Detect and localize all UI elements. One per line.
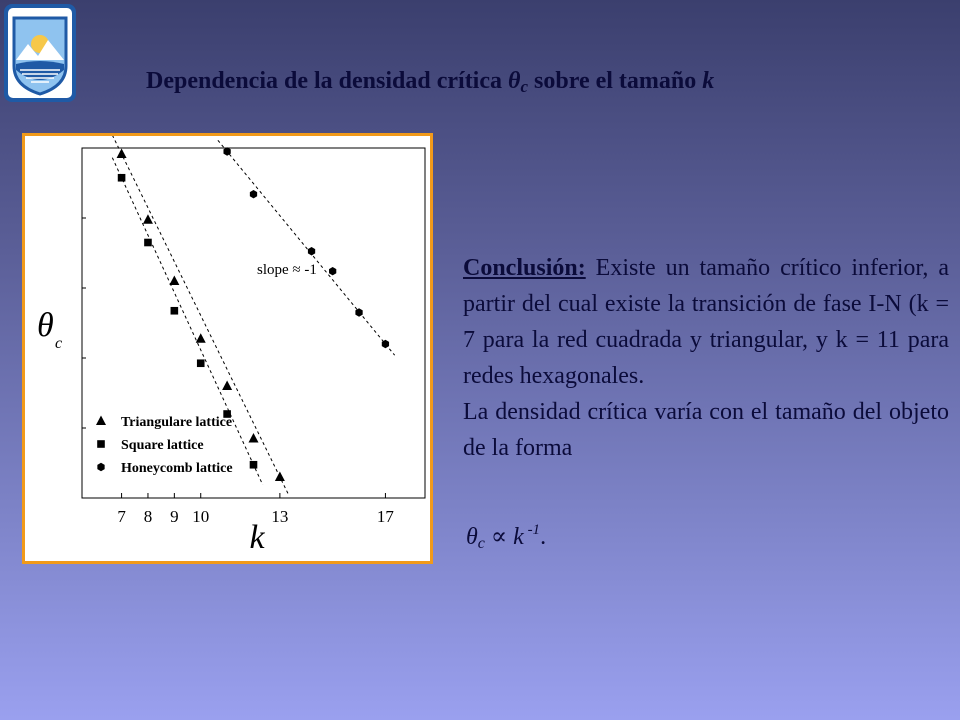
formula-variable: k <box>513 524 524 550</box>
title-suffix: sobre el tamaño <box>528 68 703 94</box>
page-title <box>146 68 936 97</box>
data-point-hexagon <box>308 247 315 255</box>
formula-exponent: -1 <box>523 522 541 538</box>
legend-label: Honeycomb lattice <box>121 461 233 476</box>
title-theta-subscript: c <box>520 77 529 96</box>
data-point-triangle <box>143 214 153 224</box>
conclusion-paragraph <box>463 250 949 394</box>
conclusion-paragraph-2: La densidad crítica varía con el tamaño del objeto de la forma <box>463 399 949 461</box>
series-fit-line <box>112 158 262 485</box>
slope-annotation: slope ≈ -1 <box>257 262 317 278</box>
y-axis-label-subscript: c <box>55 335 63 352</box>
title-theta-symbol: θ <box>508 68 521 94</box>
series-fit-line <box>218 140 395 355</box>
university-logo <box>4 4 76 102</box>
critical-density-chart <box>25 136 430 561</box>
title-prefix: Dependencia de la densidad crítica <box>146 68 509 94</box>
data-point-square <box>171 307 179 315</box>
formula-subscript: c <box>477 535 485 552</box>
scaling-formula <box>466 522 546 553</box>
x-tick-label: 17 <box>376 507 394 526</box>
legend-label: Triangulare lattice <box>121 415 233 430</box>
formula-relation: ∝ <box>484 524 514 550</box>
data-point-triangle <box>196 333 206 343</box>
conclusion-text <box>463 250 949 466</box>
formula-end: . <box>540 524 547 550</box>
data-point-hexagon <box>329 267 336 275</box>
x-tick-label: 9 <box>170 507 179 526</box>
data-point-triangle <box>222 381 232 391</box>
data-point-triangle <box>117 148 127 158</box>
data-point-square <box>144 239 152 247</box>
data-point-triangle <box>169 276 179 286</box>
data-point-square <box>197 359 205 367</box>
x-tick-label: 10 <box>192 507 210 526</box>
x-tick-label: 8 <box>143 507 153 526</box>
data-point-square <box>118 174 126 182</box>
data-point-hexagon <box>250 190 257 198</box>
x-tick-label: 13 <box>271 507 289 526</box>
legend-label: Square lattice <box>121 438 204 453</box>
formula-theta: θ <box>466 524 478 550</box>
university-shield-logo-icon <box>4 4 76 102</box>
data-point-triangle <box>275 472 285 482</box>
legend-marker-square <box>97 440 105 448</box>
x-axis-label: k <box>249 519 265 556</box>
conclusion-lead: Conclusión: <box>463 255 586 281</box>
title-variable: k <box>702 68 715 94</box>
chart-frame <box>22 133 433 564</box>
x-tick-label: 7 <box>117 507 126 526</box>
conclusion-body: Existe un tamaño crítico inferior, a partir del cual existe la transición de fase I-N (k = 7 para la red cuadrada y triangular, y k = 11 para redes hexagonales. <box>463 255 949 389</box>
y-axis-label: θ <box>37 307 54 344</box>
data-point-square <box>250 461 258 469</box>
data-point-triangle <box>249 433 259 443</box>
legend-marker-hexagon <box>97 463 104 471</box>
legend-marker-triangle <box>96 416 106 426</box>
